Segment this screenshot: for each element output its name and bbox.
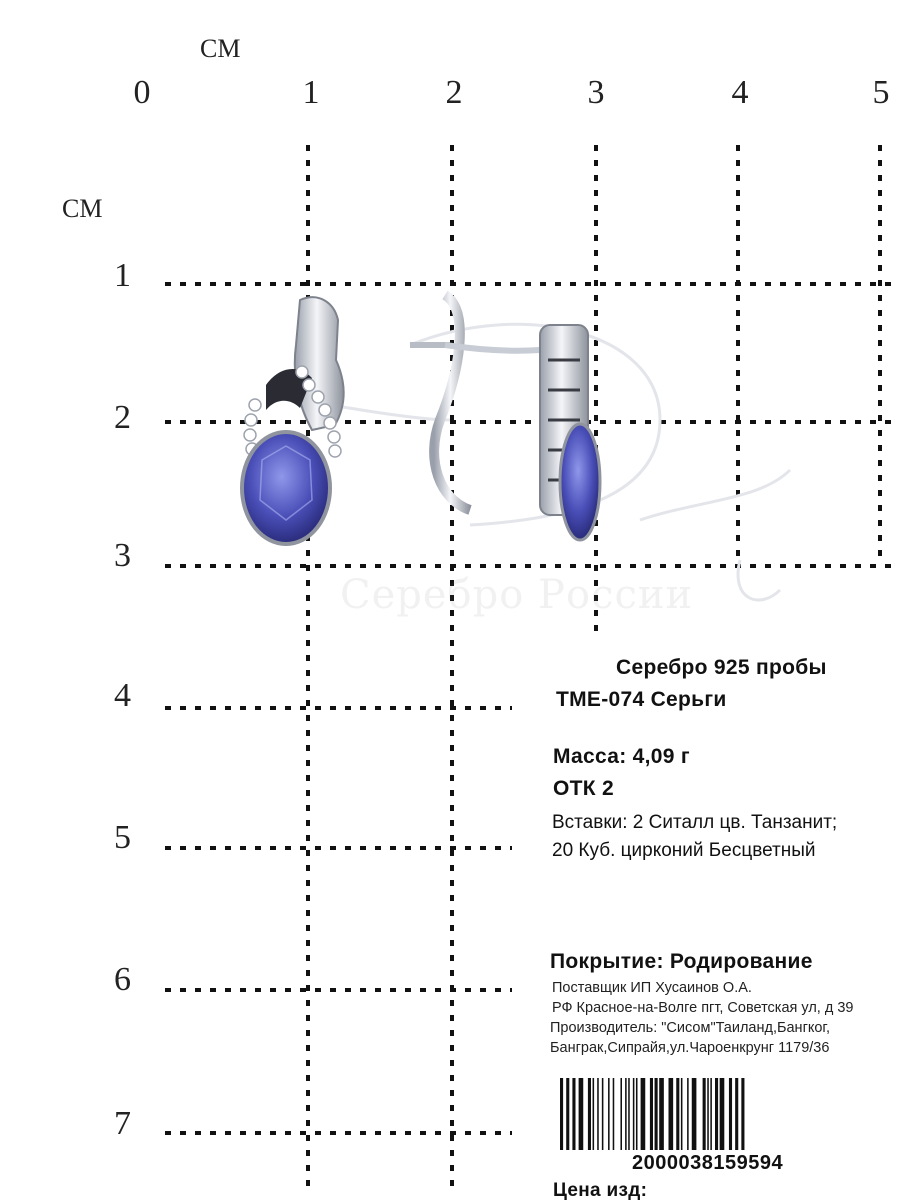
barcode-bar bbox=[710, 1078, 712, 1150]
earring-side bbox=[410, 295, 600, 540]
barcode-bar bbox=[720, 1078, 725, 1150]
unit-label-top: СМ bbox=[200, 34, 241, 63]
barcode-bar bbox=[579, 1078, 584, 1150]
barcode-bar bbox=[735, 1078, 738, 1150]
barcode-number: 2000038159594 bbox=[632, 1152, 784, 1174]
barcode-bar bbox=[608, 1078, 610, 1150]
tanzanite-gem-front bbox=[242, 432, 330, 544]
barcode-bar bbox=[593, 1078, 595, 1150]
y-tick-label: 7 bbox=[114, 1105, 131, 1142]
x-tick-label: 4 bbox=[731, 74, 749, 111]
tag-mass: Масса: 4,09 г bbox=[553, 745, 690, 768]
barcode-bar bbox=[560, 1078, 563, 1150]
barcode-bar bbox=[636, 1078, 638, 1150]
unit-label-left: СМ bbox=[62, 194, 103, 223]
barcode-bar bbox=[715, 1078, 718, 1150]
barcode-bar bbox=[620, 1078, 622, 1150]
x-tick-label: 0 bbox=[133, 74, 151, 111]
tag-inserts-line1: Вставки: 2 Ситалл цв. Танзанит; bbox=[552, 812, 838, 833]
barcode-bar bbox=[655, 1078, 658, 1150]
barcode-bar bbox=[707, 1078, 709, 1150]
tag-manufacturer-line1: Производитель: "Сисом"Таиланд,Бангког, bbox=[550, 1020, 830, 1036]
tag-manufacturer-line2: Банграк,Сипрайя,ул.Чароенкрунг 1179/36 bbox=[550, 1040, 830, 1056]
barcode-bar bbox=[625, 1078, 627, 1150]
barcode-bar bbox=[681, 1078, 683, 1150]
barcode-bar bbox=[597, 1078, 599, 1150]
barcode-bar bbox=[659, 1078, 664, 1150]
x-tick-label: 2 bbox=[445, 74, 463, 111]
tag-metal: Серебро 925 пробы bbox=[616, 656, 827, 679]
y-tick-label: 6 bbox=[114, 961, 131, 998]
barcode-bar bbox=[741, 1078, 744, 1150]
tag-address: РФ Красное-на-Волге пгт, Советская ул, д 39 bbox=[552, 1000, 854, 1016]
x-tick-label: 5 bbox=[872, 74, 890, 111]
watermark: Серебро России bbox=[340, 572, 694, 618]
barcode-bar bbox=[687, 1078, 689, 1150]
barcode-bar bbox=[572, 1078, 575, 1150]
tag-supplier: Поставщик ИП Хусаинов О.А. bbox=[552, 980, 752, 996]
barcode-bar bbox=[703, 1078, 706, 1150]
barcode-bar bbox=[676, 1078, 679, 1150]
tag-article: TME-074 Серьги bbox=[556, 688, 727, 711]
tag-otk: ОТК 2 bbox=[553, 777, 614, 800]
x-tick-label: 3 bbox=[587, 74, 605, 111]
y-tick-label: 1 bbox=[114, 257, 131, 294]
tag-price-label: Цена изд: bbox=[553, 1180, 648, 1201]
y-tick-label: 2 bbox=[114, 399, 131, 436]
barcode-bar bbox=[602, 1078, 604, 1150]
barcode-bar bbox=[692, 1078, 697, 1150]
barcode-bar bbox=[669, 1078, 674, 1150]
barcode-bar bbox=[641, 1078, 646, 1150]
tanzanite-gem-side bbox=[560, 424, 600, 540]
barcode bbox=[558, 1078, 878, 1150]
x-tick-label: 1 bbox=[302, 74, 320, 111]
tag-coating: Покрытие: Родирование bbox=[550, 950, 813, 973]
tag-inserts-line2: 20 Куб. цирконий Бесцветный bbox=[552, 840, 816, 861]
barcode-bar bbox=[613, 1078, 615, 1150]
barcode-bar bbox=[566, 1078, 569, 1150]
y-tick-label: 4 bbox=[114, 677, 131, 714]
barcode-bar bbox=[729, 1078, 732, 1150]
y-tick-label: 5 bbox=[114, 819, 131, 856]
barcode-bar bbox=[633, 1078, 635, 1150]
earring-front bbox=[242, 297, 344, 544]
barcode-bar bbox=[588, 1078, 591, 1150]
y-tick-label: 3 bbox=[114, 537, 131, 574]
barcode-bar bbox=[628, 1078, 630, 1150]
barcode-bar bbox=[650, 1078, 653, 1150]
